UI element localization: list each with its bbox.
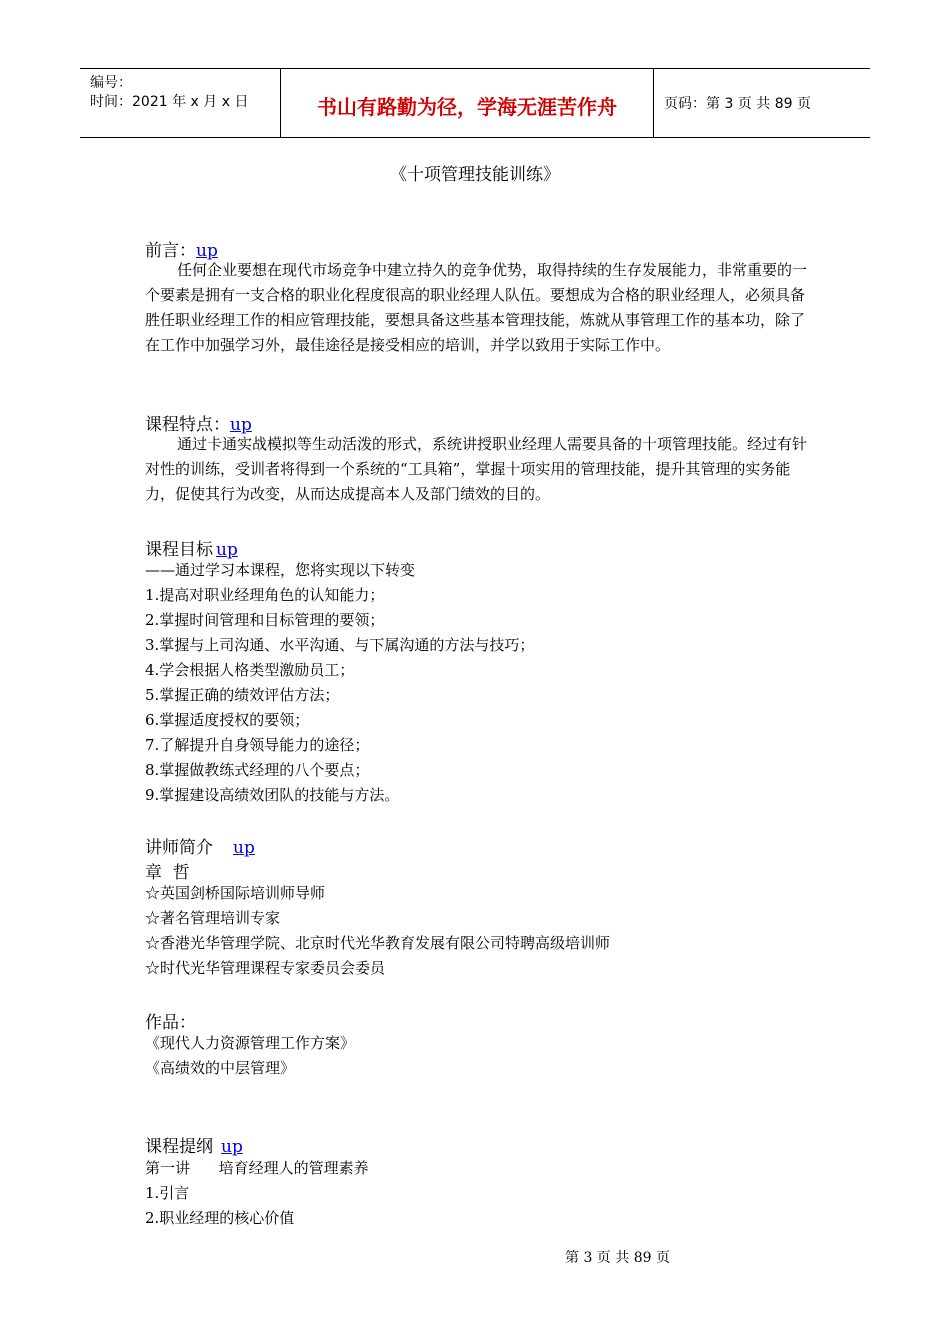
goals-heading bbox=[145, 535, 238, 560]
instructor-up-link[interactable]: up bbox=[233, 838, 255, 858]
goal-item: 1.提高对职业经理角色的认知能力； bbox=[145, 586, 385, 604]
works-item: 《高绩效的中层管理》 bbox=[145, 1059, 296, 1077]
instructor-name: 章 哲 bbox=[145, 863, 190, 883]
goals-heading-text: 课程目标 bbox=[145, 540, 213, 560]
outline-heading bbox=[145, 1132, 243, 1157]
features-heading-text: 课程特点： bbox=[145, 415, 230, 435]
preface-text: 任何企业要想在现代市场竞争中建立持久的竞争优势，取得持续的生存发展能力，非常重要的一个要素是拥有一支合格的职业化程度很高的职业经理人队伍。要想成为合格的职业经理人，必须具备胜任职业经理工作的相应管理技能，要想具备这些基本管理技能，炼就从事管理工作的基本功，除了在工作中加强学习外，最佳途径是接受相应的培训，并学以致用于实际工作中。 bbox=[145, 261, 808, 354]
goal-item: 6.掌握适度授权的要领； bbox=[145, 711, 310, 729]
header-right-cell bbox=[654, 69, 870, 137]
preface-paragraph bbox=[145, 258, 810, 358]
outline-up-link[interactable]: up bbox=[221, 1137, 243, 1157]
instructor-heading-text: 讲师简介 bbox=[145, 838, 213, 858]
header-motto-cell bbox=[281, 69, 654, 137]
instructor-item: ☆时代光华管理课程专家委员会委员 bbox=[145, 959, 386, 977]
number-label: 编号： bbox=[90, 75, 132, 91]
instructor-heading bbox=[145, 833, 255, 858]
page-info: 页码：第 3 页 共 89 页 bbox=[664, 96, 811, 112]
goal-item: 4.学会根据人格类型激励员工； bbox=[145, 661, 355, 679]
instructor-item: ☆著名管理培训专家 bbox=[145, 909, 281, 927]
goal-item: 9.掌握建设高绩效团队的技能与方法。 bbox=[145, 786, 400, 804]
goal-item: 7.了解提升自身领导能力的途径； bbox=[145, 736, 370, 754]
header-left-cell bbox=[80, 69, 281, 137]
outline-item: 1.引言 bbox=[145, 1184, 190, 1202]
goal-item: 8.掌握做教练式经理的八个要点； bbox=[145, 761, 370, 779]
doc-title: 《十项管理技能训练》 bbox=[390, 165, 560, 185]
goals-intro: ——通过学习本课程，您将实现以下转变 bbox=[145, 561, 416, 579]
features-up-link[interactable]: up bbox=[230, 415, 252, 435]
instructor-item: ☆英国剑桥国际培训师导师 bbox=[145, 884, 326, 902]
time-label: 时间：2021 年 x 月 x 日 bbox=[90, 94, 249, 110]
page-footer: 第 3 页 共 89 页 bbox=[565, 1250, 670, 1266]
works-heading: 作品： bbox=[145, 1013, 196, 1033]
outline-lecture: 第一讲 培育经理人的管理素养 bbox=[145, 1159, 369, 1177]
instructor-item: ☆香港光华管理学院、北京时代光华教育发展有限公司特聘高级培训师 bbox=[145, 934, 611, 952]
goals-up-link[interactable]: up bbox=[216, 540, 238, 560]
works-item: 《现代人力资源管理工作方案》 bbox=[145, 1034, 356, 1052]
motto: 书山有路勤为径，学海无涯苦作舟 bbox=[317, 95, 617, 119]
features-text: 通过卡通实战模拟等生动活泼的形式，系统讲授职业经理人需要具备的十项管理技能。经过有针对性的训练，受训者将得到一个系统的“工具箱”，掌握十项实用的管理技能，提升其管理的实务能力，促使其行为改变，从而达成提高本人及部门绩效的目的。 bbox=[145, 435, 808, 503]
header-table bbox=[80, 68, 870, 138]
goal-item: 5.掌握正确的绩效评估方法； bbox=[145, 686, 340, 704]
outline-item: 2.职业经理的核心价值 bbox=[145, 1209, 295, 1227]
preface-up-link[interactable]: up bbox=[196, 241, 218, 261]
outline-heading-text: 课程提纲 bbox=[145, 1137, 213, 1157]
goal-item: 2.掌握时间管理和目标管理的要领； bbox=[145, 611, 385, 629]
goal-item: 3.掌握与上司沟通、水平沟通、与下属沟通的方法与技巧； bbox=[145, 636, 535, 654]
features-paragraph bbox=[145, 432, 810, 507]
preface-heading-text: 前言： bbox=[145, 241, 196, 261]
